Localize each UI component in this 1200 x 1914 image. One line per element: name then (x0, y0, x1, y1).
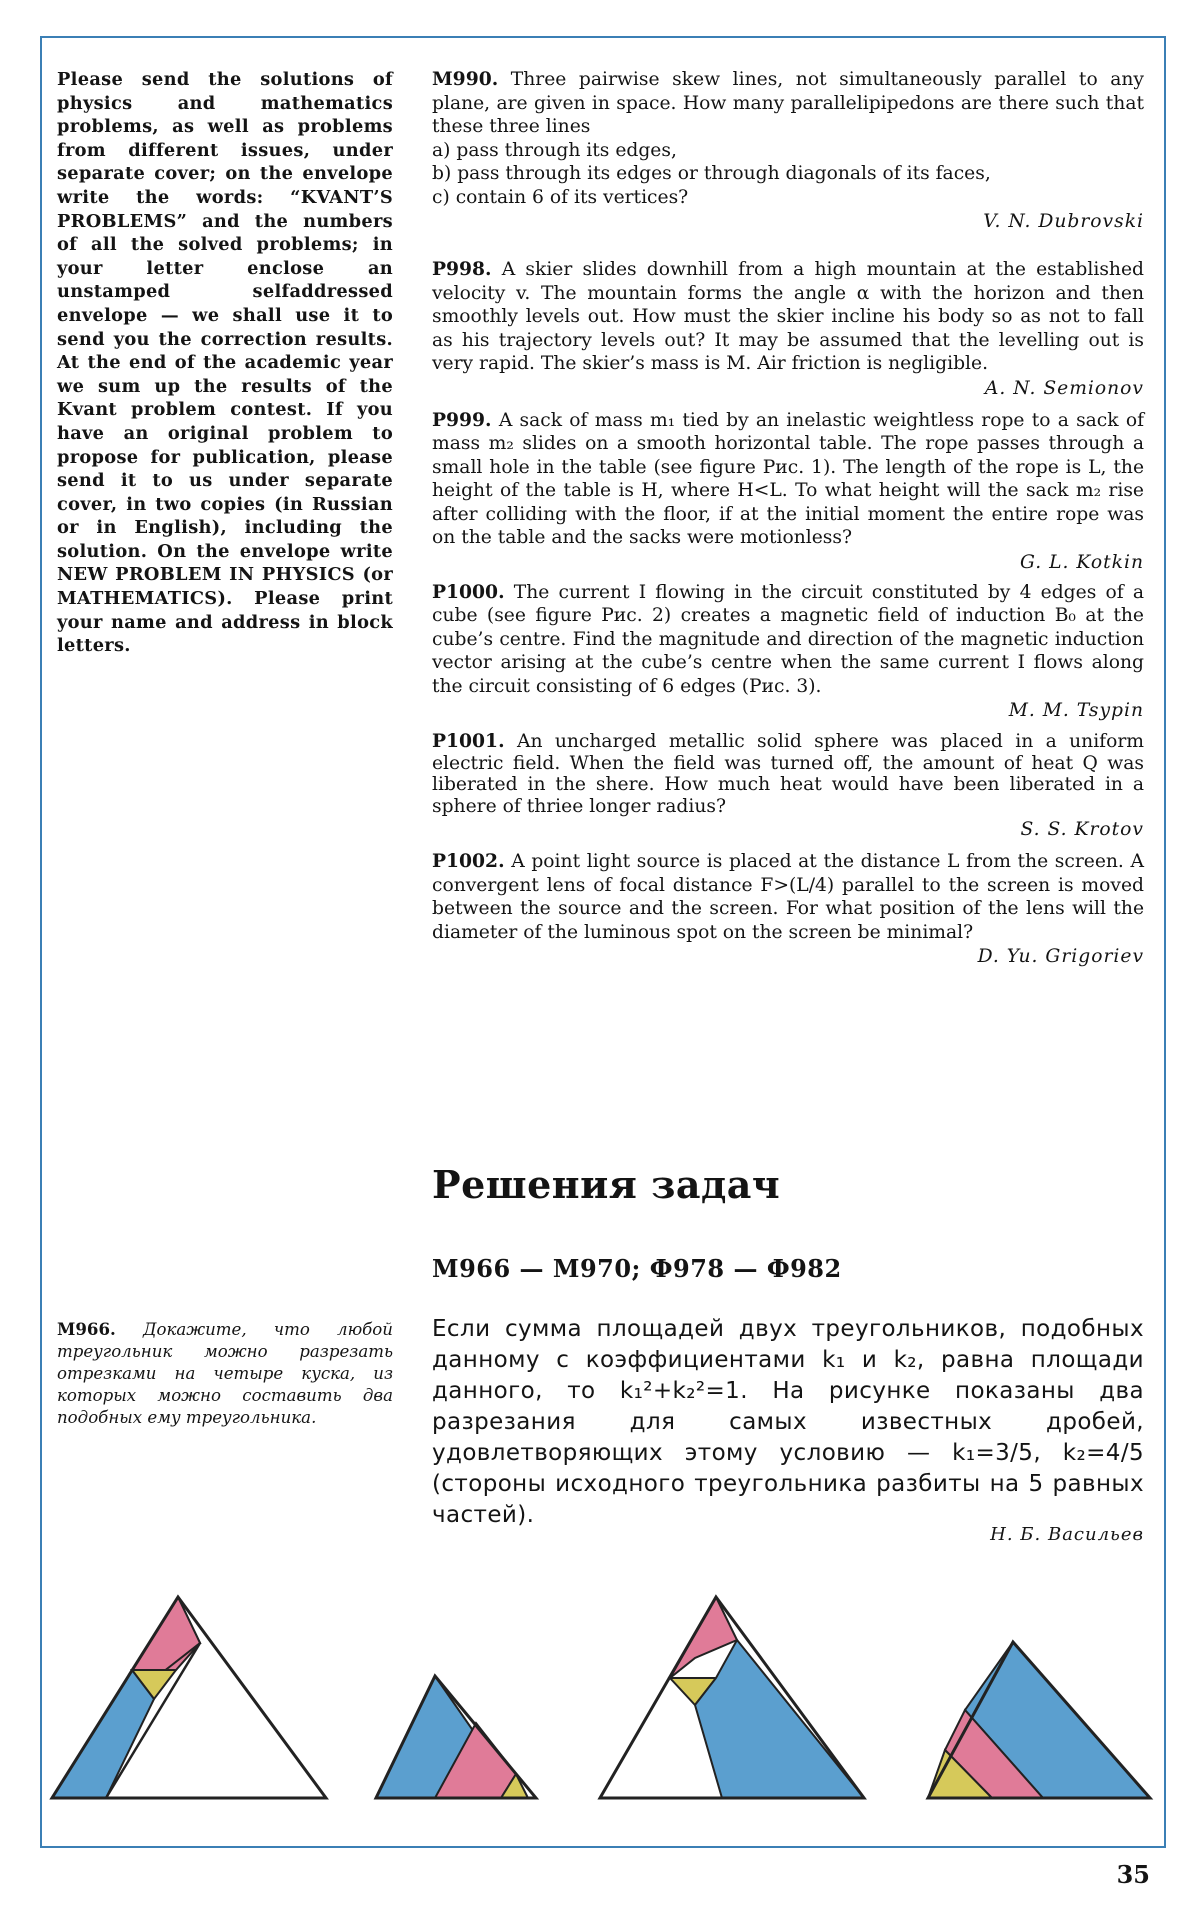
problem-p1001 (432, 731, 1144, 817)
section-title: Решения задач (432, 1162, 781, 1207)
problem-author: D. Yu. Grigoriev (977, 946, 1144, 967)
problem-author: M. M. Tsypin (1008, 700, 1144, 721)
problem-m990 (432, 68, 1144, 209)
problem-option-a: a) pass through its edges, (432, 139, 677, 161)
submission-instructions: Please send the solutions of physics and mathematics problems, as well as problems from different issues, under separate cover; on the envelope write the words: “KVANT’S PROBLEMS” and the numbers of all the solved problems; in your letter enclose an unstamped selfaddressed envelope — we shall use it to send you the correction results. At the end of the academic year we sum up the results of the Kvant problem contest. If you have an original problem to propose for publication, please send it to us under separate cover, in two copies (in Russian or in English), including the solution. On the envelope write NEW PROBLEM IN PHYSICS (or MATHEMATICS). Please print your name and address in block letters. (57, 69, 393, 657)
problem-text: A skier slides downhill from a high mountain at the established velocity v. The mountain forms the angle α with the horizon and then smoothly levels out. How must the skier incline his body so as not to fall as his trajectory levels out? It may be assumed that the levelling out is very rapid. The skier’s mass is M. Air friction is negligible. (432, 259, 1144, 374)
problem-text: A point light source is placed at the distance L from the screen. A convergent lens of focal distance F>(L/4) parallel to the screen is moved between the source and the screen. For what position of the lens will the diameter of the luminous spot on the screen be minimal? (432, 851, 1144, 943)
problem-code: P1000. (432, 580, 505, 603)
problem-code: P999. (432, 408, 492, 431)
m966-statement (57, 1318, 393, 1429)
m966-solution: Если сумма площадей двух треугольников, подобных данному с коэффициентами k₁ и k₂, равна площади данного, то k₁²+k₂²=1. На рисунке показаны два разрезания для самых известных дробей, удовлетворяющих этому условию — k₁=3/5, k₂=4/5 (стороны исходного треугольника разбиты на 5 равных частей). (432, 1316, 1144, 1528)
problem-option-b: b) pass through its edges or through diagonals of its faces, (432, 163, 991, 184)
problem-text: A sack of mass m₁ tied by an inelastic weightless rope to a sack of mass m₂ slides on a smooth horizontal table. The rope passes through a small hole in the table (see figure Рис. 1). The length of the rope is L, the height of the table is H, where H<L. To what height will the sack m₂ rise after colliding with the floor, if at the initial moment the entire rope was on the table and the sacks were motionless? (432, 409, 1144, 548)
problem-code: P1002. (432, 850, 505, 872)
figure-1-blue-piece (52, 1670, 154, 1798)
figure-3-blue (695, 1640, 864, 1798)
problem-text: The current I flowing in the circuit constituted by 4 edges of a cube (see figure Рис. 2) creates a magnetic field of induction B₀ at the cube’s centre. Find the magnitude and direction of the magnetic induction vector arising at the cube’s centre when the same current I flows along the circuit consisting of 6 edges (Рис. 3). (432, 581, 1144, 697)
problem-code: P998. (432, 258, 492, 280)
figure-2-assembled (376, 1676, 536, 1798)
m966-code: M966. (57, 1319, 116, 1339)
problem-code: P1001. (432, 730, 505, 752)
page-number: 35 (1116, 1860, 1150, 1889)
m966-author: Н. Б. Васильев (990, 1524, 1144, 1545)
problem-author: S. S. Krotov (1020, 819, 1144, 840)
problem-author: V. N. Dubrovski (983, 211, 1144, 232)
problem-p999 (432, 409, 1144, 550)
problem-p1000 (432, 581, 1144, 699)
problem-text: Three pairwise skew lines, not simultaneously parallel to any plane, are given in space. How many parallelipipedons are there such that these three lines (432, 69, 1144, 137)
problem-option-c: c) contain 6 of its vertices? (432, 186, 689, 208)
problem-list (432, 68, 1144, 967)
figure-1-dissection (52, 1597, 326, 1798)
m966-statement-text: Докажите, что любой треугольник можно разрезать отрезками на четыре куска, из которых можно составить два подобных ему треугольника. (57, 1320, 393, 1427)
problem-text: An uncharged metallic solid sphere was placed in a uniform electric field. When the field was turned off, the amount of heat Q was liberated in the shere. How much heat would have been liberated in a sphere of thriee longer radius? (432, 731, 1144, 817)
problem-p1002 (432, 850, 1144, 944)
figure-4-assembled (928, 1642, 1150, 1798)
problem-author: A. N. Semionov (984, 377, 1144, 399)
figure-1-pink-main (132, 1597, 200, 1679)
problem-author: G. L. Kotkin (1020, 551, 1144, 573)
problem-code: M990. (432, 68, 499, 90)
figure-3-dissection (600, 1597, 864, 1798)
section-subtitle: M966 — M970; Ф978 — Ф982 (432, 1254, 842, 1283)
dissection-figures (40, 1580, 1166, 1830)
problem-p998 (432, 258, 1144, 376)
